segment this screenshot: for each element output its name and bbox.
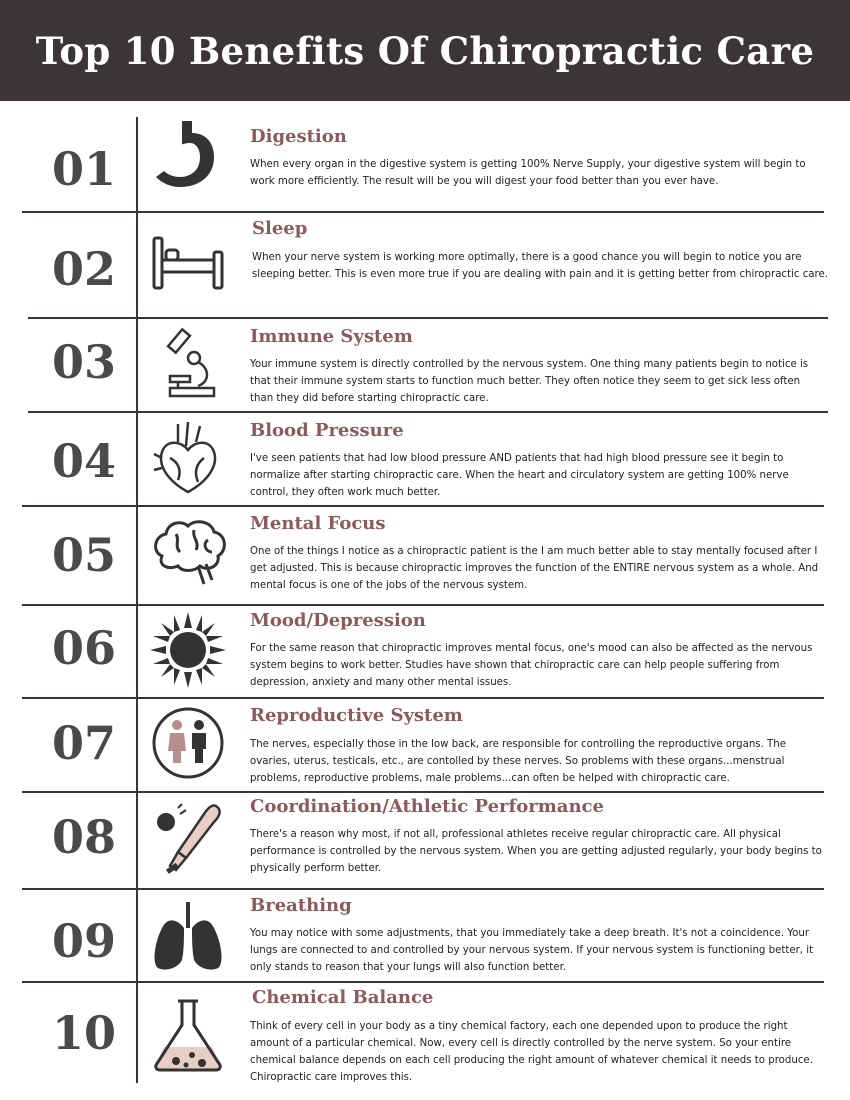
baseball-bat-icon	[148, 800, 228, 880]
header-banner	[0, 0, 850, 101]
benefit-title: Chemical Balance	[252, 987, 434, 1008]
microscope-icon	[148, 322, 228, 402]
row-divider	[22, 505, 824, 507]
benefit-description: You may notice with some adjustments, that you immediately take a deep breath. It's not a coincidence. Your lungs are connected to and controlled by your nervous system. If your nervous system is functioning better, it only stands to reason that your lungs will also function better.	[250, 928, 814, 973]
benefit-number: 03	[51, 335, 116, 389]
benefit-description: The nerves, especially those in the low back, are responsible for controlling the reproductive organs. The ovaries, uterus, testicals, etc., are contolled by these nerves. So problems with these organs...menstrual problems, reproductive problems, male problems...can often be helped with chiropractic care.	[250, 739, 787, 784]
brain-icon	[150, 512, 230, 592]
benefit-description: When your nerve system is working more optimally, there is a good chance you will begin to notice you are sleeping better. This is even more true if you are dealing with pain and it is getting better from chiropractic care.	[252, 252, 829, 280]
benefit-number: 06	[51, 621, 116, 675]
benefit-title: Digestion	[250, 126, 347, 147]
benefit-description: There's a reason why most, if not all, professional athletes receive regular chiropractic care. All physical performance is controlled by the nervous system. When you are getting adjusted regularly, your body begins to physically perform better.	[250, 829, 822, 874]
benefit-title: Breathing	[250, 895, 352, 916]
lungs-icon	[148, 898, 228, 978]
benefit-number: 02	[51, 242, 116, 296]
stomach-icon	[148, 117, 228, 197]
benefit-title: Sleep	[252, 218, 308, 239]
row-divider	[28, 317, 828, 319]
benefit-description: Your immune system is directly controlled by the nervous system. One thing many patients begin to notice is that their immune system starts to function much better. They often notice they seem to get sick less often than they did before starting chiropractic care.	[250, 359, 809, 404]
benefit-description: For the same reason that chiropractic improves mental focus, one's mood can also be affected as the nervous system begins to work better. Studies have shown that chiropractic care can help people suffering from depression, anxiety and many other mental issues.	[250, 643, 813, 688]
row-divider	[22, 697, 824, 699]
benefit-title: Coordination/Athletic Performance	[250, 796, 604, 817]
benefit-title: Mood/Depression	[250, 610, 426, 631]
benefit-description: One of the things I notice as a chiropractic patient is the I am much better able to stay mentally focused after I get adjusted. This is because chiropractic improves the function of the ENTIRE nervous system as a whole. And mental focus is one of the jobs of the nervous system.	[250, 546, 819, 591]
male-female-icon	[148, 703, 228, 783]
row-divider	[22, 211, 824, 213]
row-divider	[22, 888, 824, 890]
row-divider	[22, 981, 824, 983]
benefit-number: 05	[51, 528, 116, 582]
row-divider	[22, 791, 824, 793]
page-title: Top 10 Benefits Of Chiropractic Care	[35, 28, 815, 73]
benefit-title: Mental Focus	[250, 513, 386, 534]
benefit-title: Blood Pressure	[250, 420, 404, 441]
bed-icon	[148, 224, 228, 304]
row-divider	[22, 604, 824, 606]
benefit-description: Think of every cell in your body as a tiny chemical factory, each one depended upon to produce the right amount of a particular chemical. Now, every cell is directly controlled by the nerve system. So your entire chemical balance depends on each cell producing the right amount of whatever chemical it needs to produce. Chiropractic care improves this.	[250, 1021, 813, 1083]
benefit-number: 07	[51, 716, 116, 770]
benefit-number: 01	[51, 142, 116, 196]
benefit-description: When every organ in the digestive system is getting 100% Nerve Supply, your digestive system will begin to work more efficiently. The result will be you will digest your food better than you ever have.	[250, 159, 806, 187]
benefit-number: 04	[51, 434, 116, 488]
benefit-title: Reproductive System	[250, 705, 463, 726]
benefit-number: 08	[51, 810, 116, 864]
row-divider	[28, 411, 828, 413]
flask-icon	[148, 995, 228, 1075]
benefit-title: Immune System	[250, 326, 413, 347]
benefit-number: 10	[51, 1006, 116, 1060]
benefit-description: I've seen patients that had low blood pressure AND patients that had high blood pressure see it begin to normalize after starting chiropractic care. When the heart and circulatory system are getting 100% nerve control, they often work much better.	[250, 453, 789, 498]
heart-icon	[148, 418, 228, 498]
sun-icon	[148, 610, 228, 690]
benefit-number: 09	[51, 914, 116, 968]
